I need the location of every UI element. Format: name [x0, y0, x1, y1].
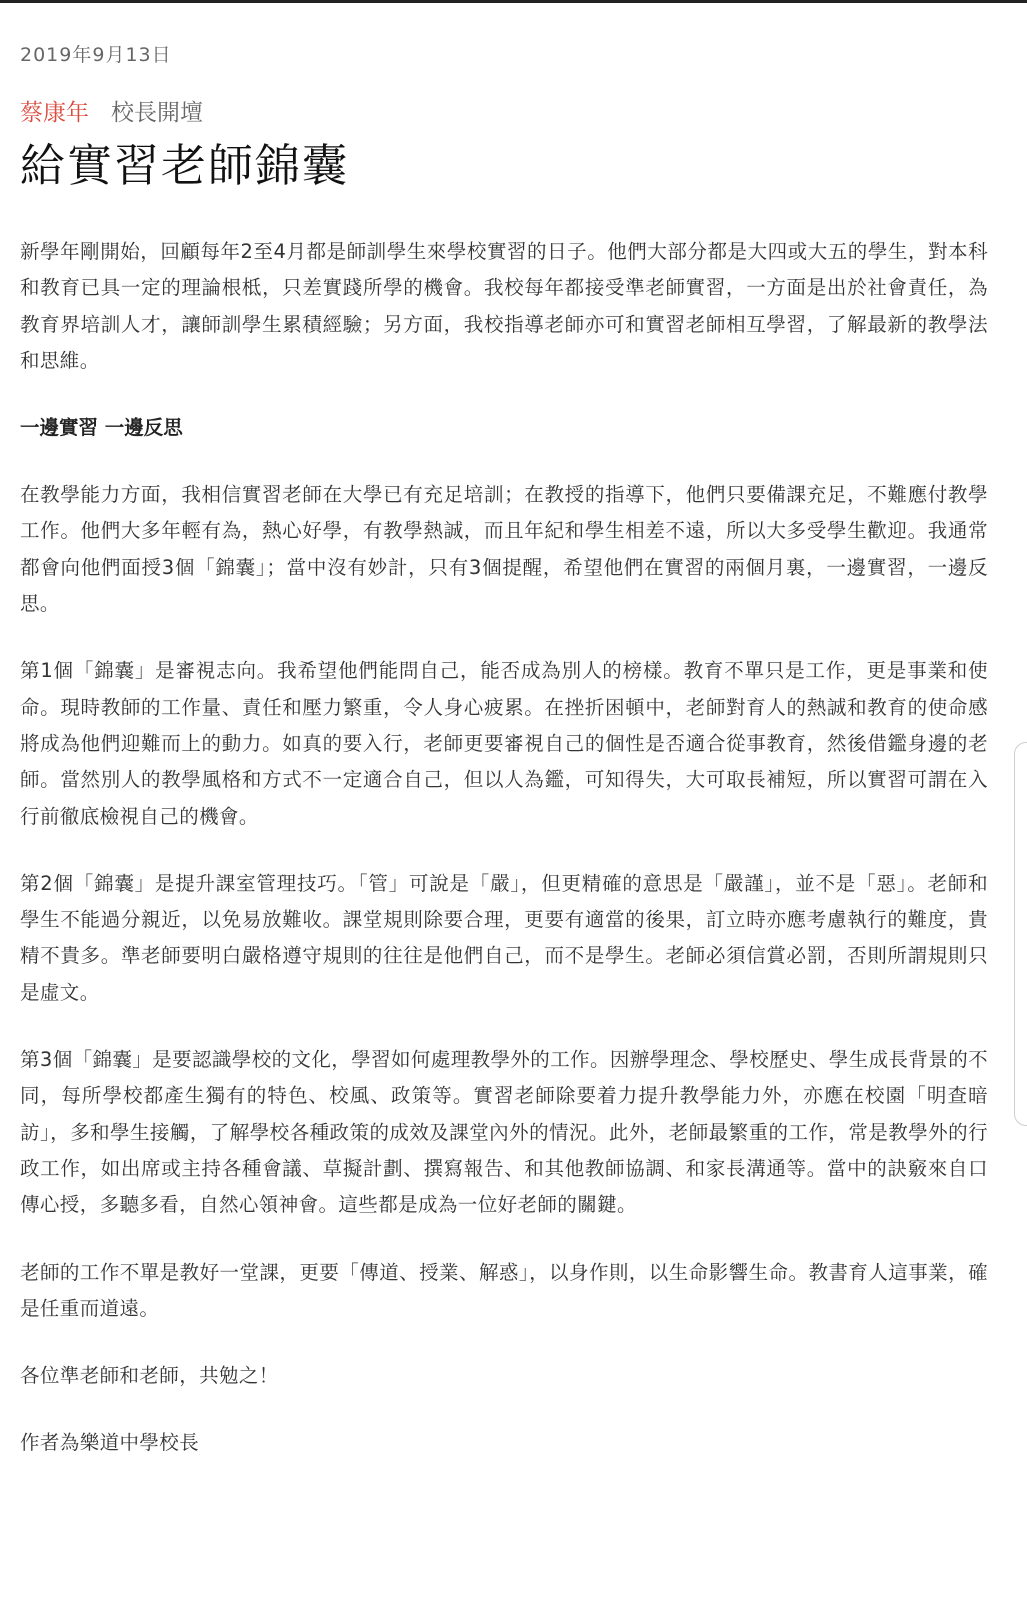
- top-border: [0, 0, 1027, 3]
- intro-paragraph: 新學年剛開始，回顧每年2至4月都是師訓學生來學校實習的日子。他們大部分都是大四或大五的學生，對本科和教育已具一定的理論根柢，只差實踐所學的機會。我校每年都接受準老師實習，一方面是出於社會責任，為教育界培訓人才，讓師訓學生累積經驗；另方面，我校指導老師亦可和實習老師相互學習，了解最新的教學法和思維。: [20, 240, 988, 372]
- side-scroll-handle[interactable]: [1014, 742, 1027, 1126]
- body-paragraph: 第1個「錦囊」是審視志向。我希望他們能問自己，能否成為別人的榜樣。教育不單只是工作，更是事業和使命。現時教師的工作量、責任和壓力繁重，令人身心疲累。在挫折困頓中，老師對育人的熱誠和教育的使命感將成為他們迎難而上的動力。如真的要入行，老師更要審視自己的個性是否適合從事教育，然後借鑑身邊的老師。當然別人的教學風格和方式不一定適合自己，但以人為鑑，可知得失，大可取長補短，所以實習可謂在入行前徹底檢視自己的機會。: [20, 659, 988, 828]
- article-body: [20, 234, 988, 1462]
- body-paragraph: 在教學能力方面，我相信實習老師在大學已有充足培訓；在教授的指導下，他們只要備課充足，不難應付教學工作。他們大多年輕有為，熱心好學，有教學熱誠，而且年紀和學生相差不遠，所以大多受學生歡迎。我通常都會向他們面授3個「錦囊」；當中沒有妙計，只有3個提醒，希望他們在實習的兩個月裏，一邊實習，一邊反思。: [20, 483, 988, 616]
- body-paragraph: 第3個「錦囊」是要認識學校的文化，學習如何處理教學外的工作。因辦學理念、學校歷史、學生成長背景的不同，每所學校都產生獨有的特色、校風、政策等。實習老師除要着力提升教學能力外，亦應在校園「明查暗訪」，多和學生接觸，了解學校各種政策的成效及課堂內外的情況。此外，老師最繁重的工作，常是教學外的行政工作，如出席或主持各種會議、草擬計劃、撰寫報告、和其他教師協調、和家長溝通等。當中的訣竅來自口傳心授，多聽多看，自然心領神會。這些都是成為一位好老師的關鍵。: [20, 1048, 989, 1217]
- author-name[interactable]: 蔡康年: [20, 100, 89, 126]
- closing-line: 各位準老師和老師，共勉之！: [20, 1364, 279, 1388]
- body-paragraph: 老師的工作不單是教好一堂課，更要「傳道、授業、解惑」，以身作則，以生命影響生命。教書育人這事業，確是任重而道遠。: [20, 1260, 988, 1320]
- article-title: 給實習老師錦囊: [20, 139, 350, 192]
- byline: [20, 98, 988, 128]
- article: [20, 40, 988, 1493]
- section-heading: 一邊實習 一邊反思: [20, 416, 183, 440]
- article-date: 2019年9月13日: [20, 44, 172, 66]
- body-paragraph: 第2個「錦囊」是提升課室管理技巧。「管」可說是「嚴」，但更精確的意思是「嚴謹」，並不是「惡」。老師和學生不能過分親近，以免易放難收。課堂規則除要合理，更要有適當的後果，訂立時亦應考慮執行的難度，貴精不貴多。準老師要明白嚴格遵守規則的往往是他們自己，而不是學生。老師必須信賞必罰，否則所謂規則只是虛文。: [20, 871, 988, 1004]
- column-name[interactable]: 校長開壇: [111, 100, 203, 126]
- author-note: 作者為樂道中學校長: [20, 1431, 200, 1455]
